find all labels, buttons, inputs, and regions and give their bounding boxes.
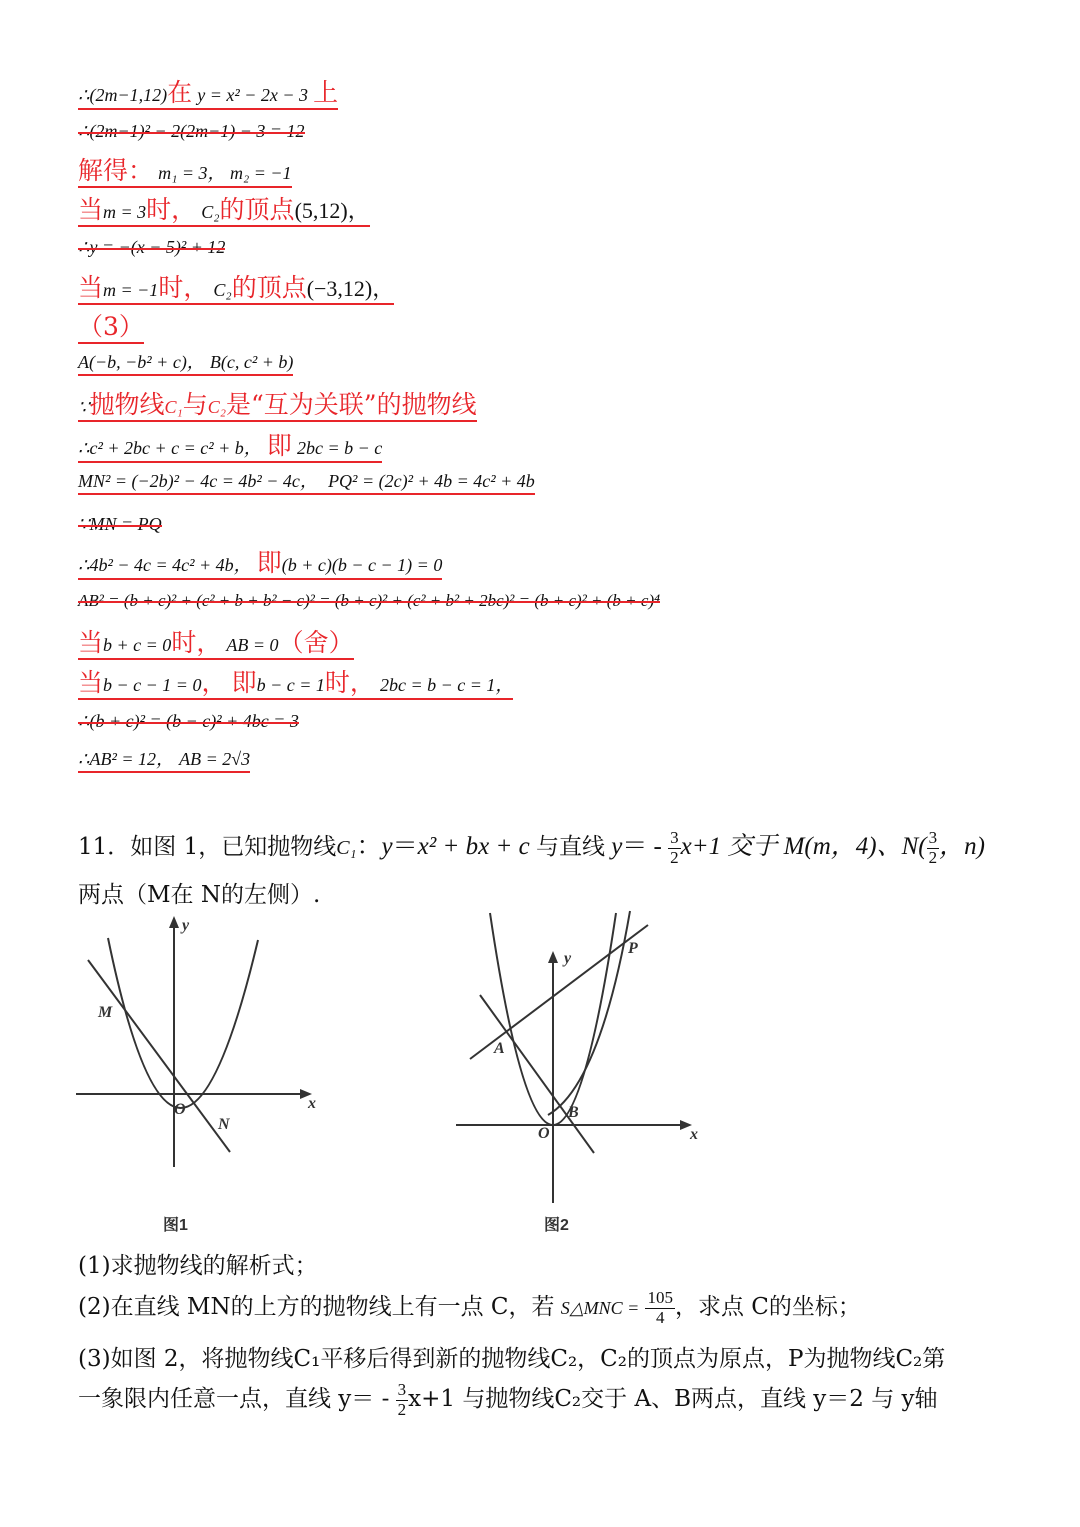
solution-line-5 — [78, 238, 225, 256]
text-time: 时， — [324, 668, 375, 697]
solution-line-14 — [78, 592, 660, 609]
point-b: B(c, c² + b) — [209, 352, 294, 372]
condition: m = 3 — [103, 202, 147, 222]
figure-2-caption: 图2 — [544, 1217, 569, 1234]
text-time: 时， — [158, 273, 209, 302]
solution-line-13 — [78, 550, 442, 580]
condition: b − c − 1 = 0 — [103, 675, 202, 695]
text-time: 时， — [171, 628, 222, 657]
solution-line-8 — [78, 353, 293, 376]
denominator: 4 — [655, 1307, 665, 1327]
solution-line-4 — [78, 197, 370, 227]
text-ie: 即 — [256, 548, 282, 577]
fraction-105-4 — [645, 1289, 675, 1327]
label-solve: 解得： — [78, 156, 154, 185]
curve-name: C₂ — [213, 280, 232, 300]
line-expr: x+1 交于 — [680, 833, 778, 860]
ab-zero: AB = 0 — [226, 635, 279, 655]
point-a-label: A — [494, 1040, 505, 1057]
area-symbol: S△MNC = — [560, 1298, 640, 1318]
text-with-line: 与直线 — [535, 834, 605, 860]
point-p-label: P — [628, 940, 638, 957]
point-n-label: N — [218, 1116, 230, 1133]
text-ie: 即 — [231, 668, 257, 697]
comma: ， — [201, 668, 227, 697]
text-when: 当 — [78, 273, 104, 302]
solution-line-18 — [78, 750, 250, 773]
solution-line-7 — [78, 314, 144, 344]
numerator: 3 — [928, 828, 938, 848]
solution-line-2 — [78, 122, 305, 140]
n-coord: ，n) — [939, 833, 985, 860]
question-2-text: (2)在直线 MN的上方的抛物线上有一点 C，若 — [78, 1294, 555, 1320]
text-on: 在 — [167, 78, 193, 107]
question-3-line-2 — [78, 1380, 938, 1419]
condition: b − c = 1 — [256, 675, 325, 695]
vertex-coords: (−3,12)， — [306, 276, 395, 301]
mn-squared: MN² = (−2b)² − 4c = 4b² − 4c， — [78, 471, 318, 491]
equals: ＝ — [392, 833, 418, 860]
solution-line-12 — [78, 515, 162, 533]
equation: ∴4b² − 4c = 4c² + 4b， — [78, 555, 252, 575]
figure-2 — [450, 905, 710, 1249]
roots: m₁ = 3， m₂ = −1 — [158, 163, 292, 183]
struck-equation: ∴y = −(x − 5)² + 12 — [78, 237, 226, 257]
numerator: 3 — [670, 828, 679, 848]
question-3-text-a: 一象限内任意一点，直线 y＝ - — [78, 1386, 390, 1412]
problem-line-2: 两点（M在 N的左侧）. — [78, 882, 321, 908]
equation: 2bc = b − c = 1， — [379, 675, 514, 695]
problem-line-1 — [78, 826, 985, 867]
question-3-line-1: (3)如图 2，将抛物线C₁平移后得到新的抛物线C₂，C₂的顶点为原点，P为抛物线C₂第 — [78, 1346, 946, 1372]
solution-line-6 — [78, 275, 394, 305]
text-vertex: 的顶点 — [231, 273, 307, 302]
fraction-3-2 — [668, 829, 681, 867]
equation: y = x² − 2x − 3 — [197, 85, 309, 105]
denominator: 2 — [670, 847, 679, 867]
solution-line-9 — [78, 392, 477, 422]
point-m-label: M — [98, 1004, 113, 1021]
text-vertex: 的顶点 — [219, 195, 295, 224]
denominator: 2 — [397, 1399, 407, 1419]
text-parabola: 抛物线 — [89, 390, 165, 419]
equals-minus: ＝ - — [622, 833, 662, 860]
figure-1-graph — [70, 912, 330, 1242]
line-ap — [470, 925, 648, 1059]
text-related: 是“互为关联”的抛物线 — [226, 390, 477, 419]
denominator: 2 — [928, 847, 938, 867]
y-label: y — [182, 917, 190, 934]
text-when: 当 — [78, 668, 104, 697]
text-when: 当 — [78, 195, 104, 224]
parabola-c1 — [108, 938, 258, 1108]
text-above: 上 — [313, 78, 339, 107]
curve-c2: C₂ — [207, 397, 227, 417]
factored: (b + c)(b − c − 1) = 0 — [281, 555, 443, 575]
problem-intro: 11．如图 1，已知抛物线 — [78, 834, 337, 860]
y-axis-arrow — [548, 951, 558, 963]
question-2-end: ，求点 C的坐标； — [674, 1294, 861, 1320]
ab-value: AB = 2√3 — [179, 749, 251, 769]
condition: m = −1 — [103, 280, 159, 300]
point-expr: ∴(2m−1,12) — [78, 85, 168, 105]
equation: ∴c² + 2bc + c = c² + b， — [78, 438, 262, 458]
solution-line-15 — [78, 630, 354, 660]
var-y: y — [611, 833, 623, 860]
y-label: y — [564, 950, 572, 967]
struck-equation: AB² = (b + c)² + (c² + b + b² − c)² = (b + c)² + (c² + b² + 2bc)² = (b + c)² + (b + c)⁴ — [78, 591, 661, 610]
question-3-text-b: x+1 与抛物线C₂交于 A、B两点，直线 y＝2 与 y轴 — [408, 1386, 938, 1412]
numerator: 105 — [647, 1288, 673, 1308]
question-2 — [78, 1288, 861, 1327]
point-b-label: B — [568, 1104, 579, 1121]
fraction-3-2 — [396, 1381, 409, 1419]
numerator: 3 — [397, 1380, 407, 1400]
curve-through-p — [548, 911, 630, 1115]
points-mn: M(m，4)、N( — [783, 833, 927, 860]
equation: 2bc = b − c — [297, 438, 383, 458]
part-number: （3） — [78, 314, 144, 344]
question-1: (1)求抛物线的解析式； — [78, 1253, 318, 1279]
because-symbol: ∵ — [78, 397, 90, 417]
text-discard: （舍） — [278, 628, 354, 657]
text-time: 时， — [146, 195, 197, 224]
vertex-coords: (5,12)， — [294, 198, 370, 223]
solution-line-10 — [78, 433, 382, 463]
line-mn — [88, 960, 230, 1152]
figure-2-graph — [450, 905, 710, 1245]
figure-1-caption: 图1 — [163, 1217, 188, 1234]
struck-equation: ∴(b + c)² = (b − c)² + 4bc = 3 — [78, 711, 299, 731]
text-when: 当 — [78, 628, 104, 657]
origin-label: O — [174, 1101, 186, 1118]
solution-line-1 — [78, 80, 338, 110]
text-and: 与 — [182, 390, 208, 419]
figure-1 — [70, 912, 330, 1246]
ab-squared: ∴AB² = 12， — [78, 749, 174, 769]
curve-c1: C₁ — [336, 837, 357, 859]
x-label: x — [308, 1095, 316, 1112]
struck-equation: ∵MN = PQ — [78, 514, 162, 534]
curve-c1: C₁ — [164, 397, 183, 417]
pq-squared: PQ² = (2c)² + 4b = 4c² + 4b — [328, 471, 535, 491]
line-ab — [480, 995, 594, 1153]
struck-equation: ∴(2m−1)² − 2(2m−1) − 3 = 12 — [78, 121, 305, 141]
curve-name: C₂ — [201, 202, 220, 222]
origin-label: O — [538, 1125, 550, 1142]
condition: b + c = 0 — [103, 635, 172, 655]
solution-line-11 — [78, 472, 535, 495]
x-label: x — [690, 1126, 698, 1143]
colon: ： — [356, 833, 382, 860]
solution-line-3 — [78, 158, 292, 188]
point-a: A(−b, −b² + c)， — [78, 352, 205, 372]
solution-line-17 — [78, 712, 299, 730]
solution-line-16 — [78, 670, 513, 700]
fraction-3-2 — [927, 829, 940, 867]
y-axis-arrow — [169, 916, 179, 928]
parabola-expr: x² + bx + c — [417, 833, 530, 860]
var-y: y — [381, 833, 393, 860]
text-ie: 即 — [266, 431, 292, 460]
